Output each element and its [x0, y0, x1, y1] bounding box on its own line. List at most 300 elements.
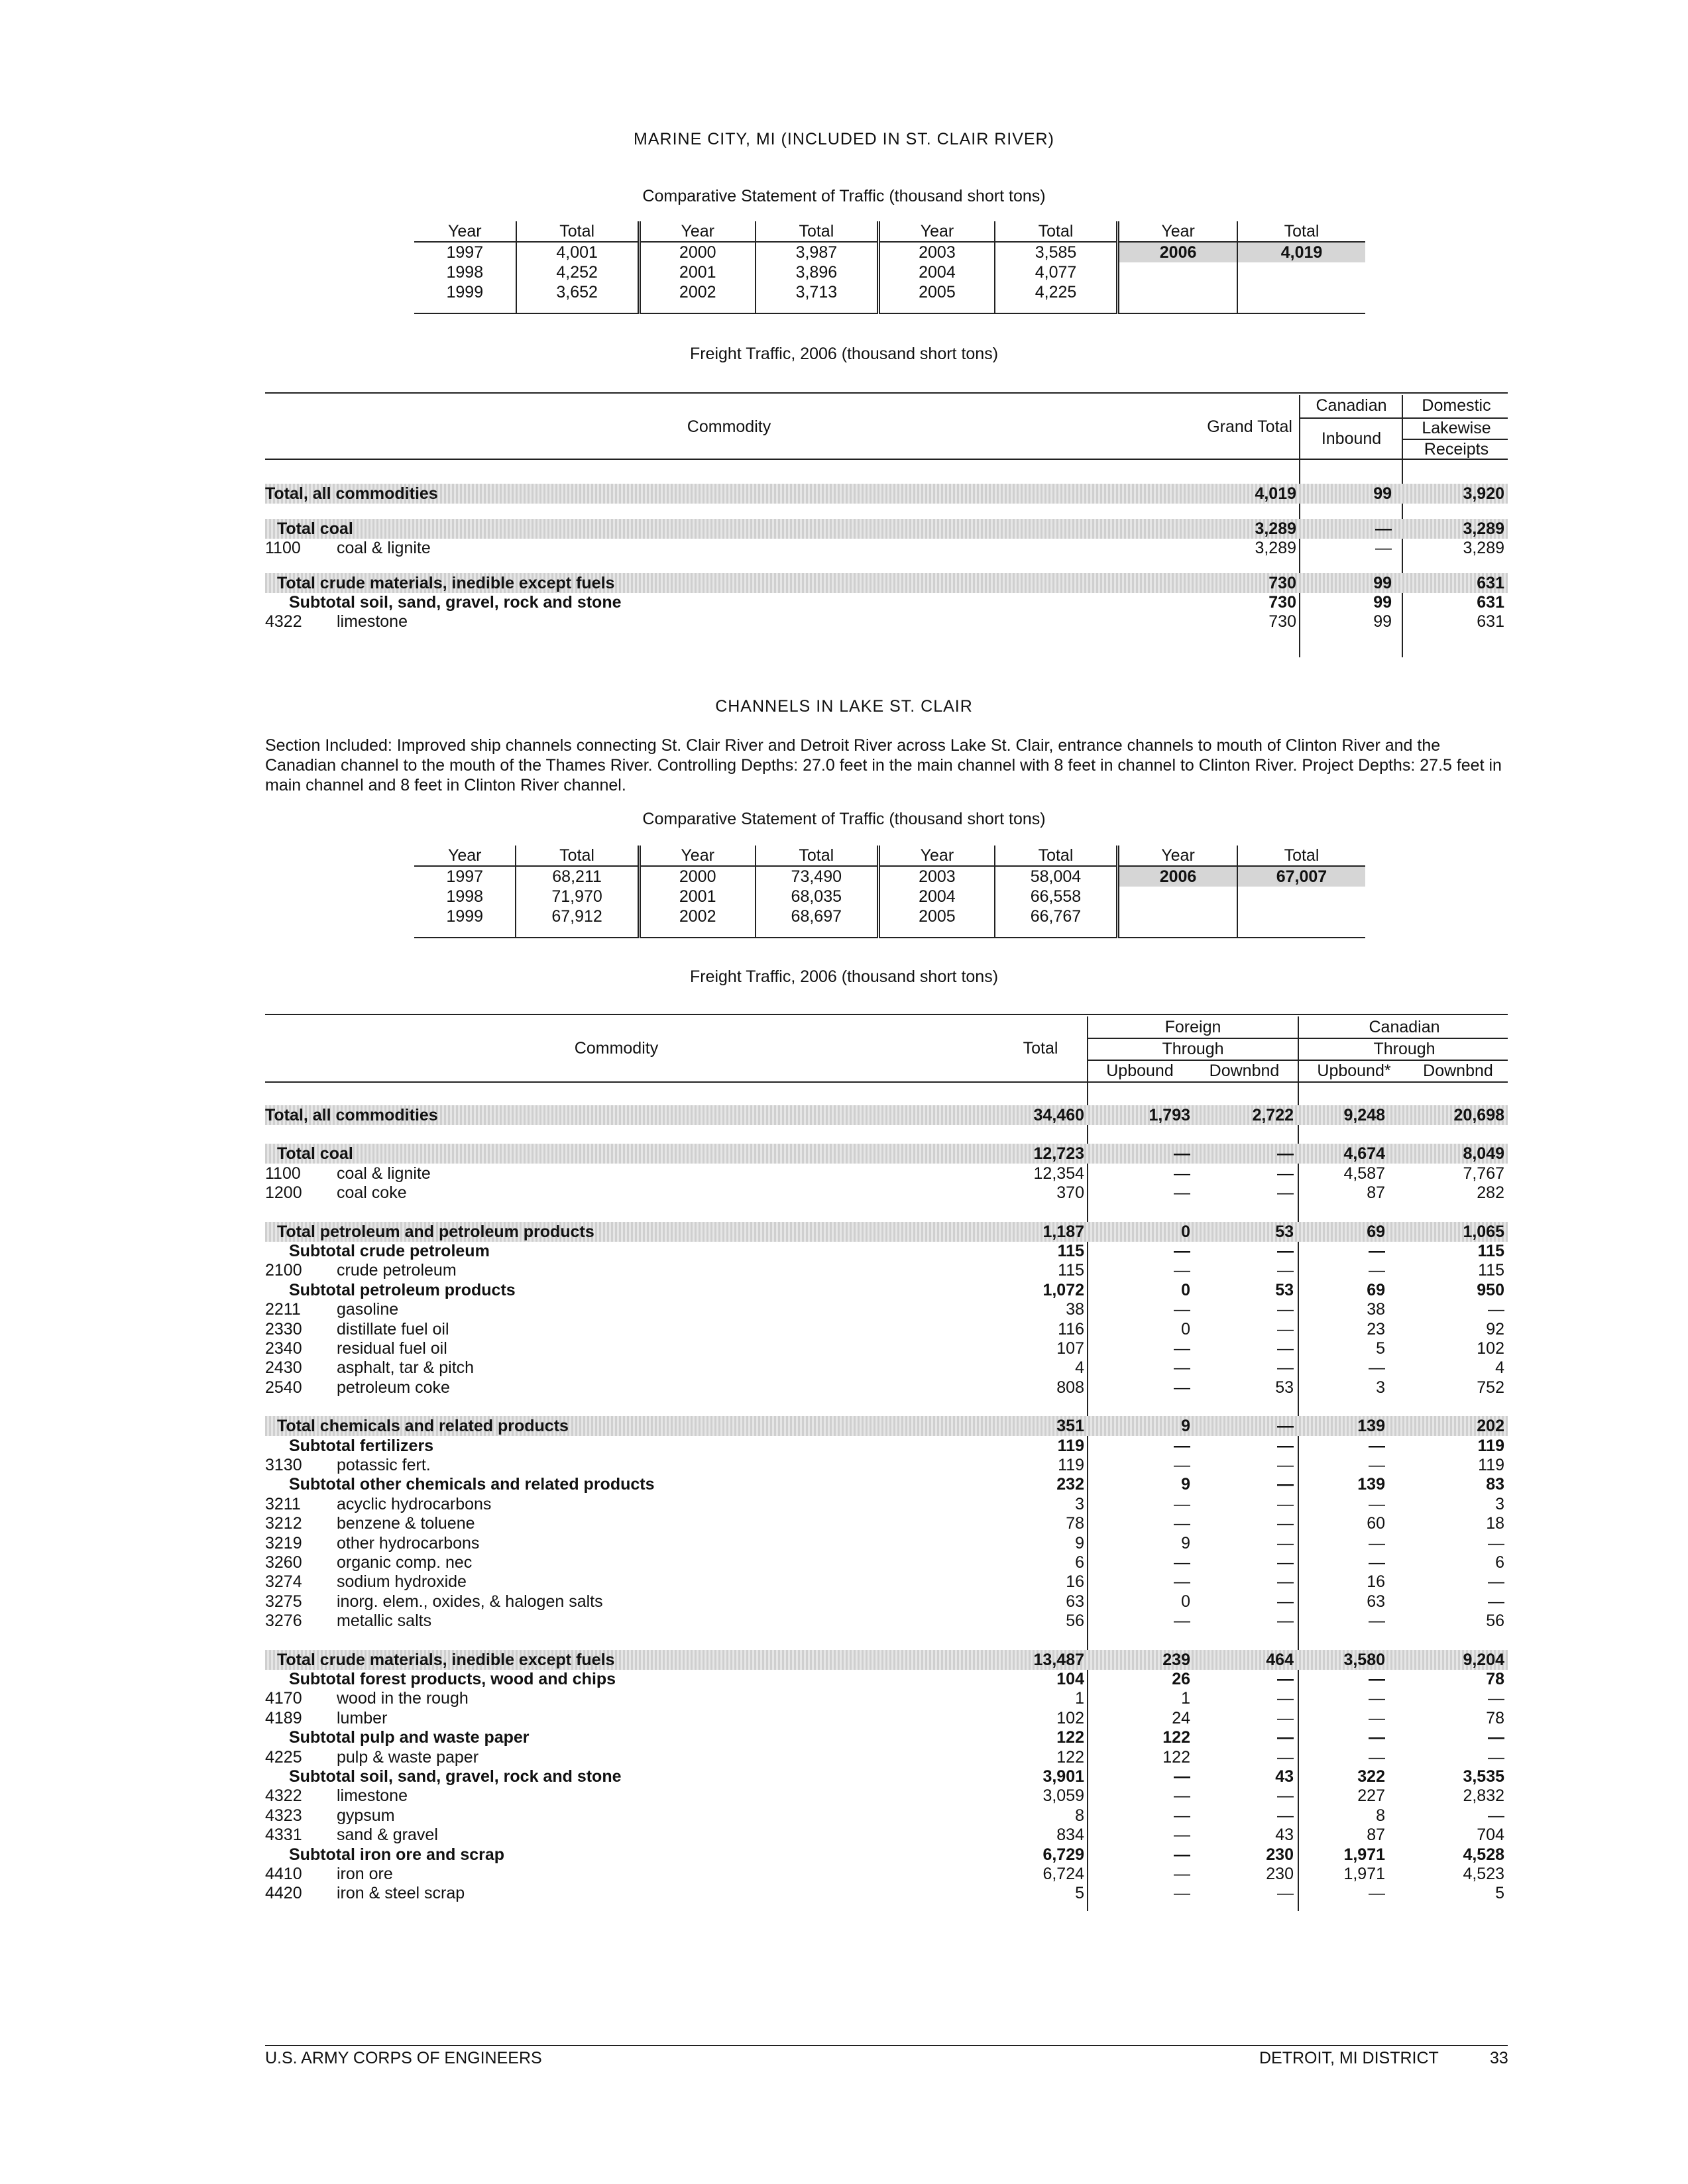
table-row — [265, 1338, 1508, 1358]
table-row — [265, 1883, 1508, 1903]
value-cell: — — [1488, 1533, 1504, 1553]
table-row — [265, 1708, 1508, 1728]
commodity-name: wood in the rough — [337, 1689, 469, 1708]
table-row — [265, 1747, 1508, 1767]
value-cell: 38 — [1367, 1300, 1385, 1319]
comp-cell: 4,225 — [995, 282, 1118, 302]
comp-cell — [1118, 262, 1238, 282]
section1-comparative-table — [414, 221, 1365, 314]
commodity-code: 1200 — [265, 1183, 302, 1203]
value-cell: 4,528 — [1463, 1845, 1504, 1864]
value-cell: — — [1488, 1572, 1504, 1592]
comp-header: Year — [639, 846, 755, 866]
section1-title: MARINE CITY, MI (INCLUDED IN ST. CLAIR RIVER) — [634, 130, 1054, 148]
value-cell: 730 — [1268, 612, 1296, 631]
s2-header-bottom-rule — [265, 1081, 1508, 1083]
value-cell: 119 — [1057, 1436, 1084, 1455]
value-cell: 87 — [1367, 1826, 1385, 1845]
commodity-code: 2330 — [265, 1319, 302, 1338]
s1-receipts-header: Receipts — [1424, 440, 1489, 459]
s2-canadian-through-header: Through — [1373, 1040, 1435, 1058]
comp-cell: 2006 — [1118, 242, 1238, 262]
value-cell: 1 — [1075, 1689, 1084, 1708]
value-cell: — — [1174, 1806, 1190, 1825]
value-cell: 6,724 — [1042, 1865, 1084, 1883]
commodity-name: Subtotal forest products, wood and chips — [289, 1670, 616, 1688]
comp-cell: 68,697 — [756, 906, 879, 926]
commodity-name: Subtotal crude petroleum — [289, 1242, 490, 1260]
table-row — [265, 1650, 1508, 1670]
value-cell: 1,065 — [1463, 1222, 1504, 1241]
value-cell: — — [1174, 1826, 1190, 1845]
s1-canadian-rule — [1300, 417, 1402, 419]
value-cell: — — [1174, 1514, 1190, 1533]
value-cell: — — [1277, 1592, 1294, 1611]
commodity-code: 2100 — [265, 1261, 302, 1280]
value-cell: 78 — [1486, 1670, 1504, 1688]
value-cell: 230 — [1266, 1865, 1294, 1883]
comp-cell: 2003 — [878, 866, 994, 887]
value-cell: 1,187 — [1042, 1222, 1084, 1241]
comp-cell: 2003 — [878, 242, 995, 262]
s2-total-header: Total — [1023, 1039, 1058, 1058]
commodity-name: Subtotal pulp and waste paper — [289, 1728, 530, 1747]
commodity-name: pulp & waste paper — [337, 1747, 479, 1767]
s2-foreign-rule — [1088, 1038, 1298, 1039]
value-cell: — — [1277, 1689, 1294, 1708]
value-cell: 119 — [1058, 1456, 1084, 1474]
value-cell: 20,698 — [1453, 1106, 1504, 1124]
commodity-name: crude petroleum — [337, 1261, 457, 1280]
table-row — [265, 1260, 1508, 1280]
table-row — [265, 1436, 1508, 1456]
value-cell: — — [1369, 1242, 1385, 1260]
value-cell: 3 — [1075, 1494, 1084, 1513]
table-row — [265, 1806, 1508, 1826]
value-cell: — — [1174, 1358, 1190, 1378]
value-cell: — — [1277, 1319, 1294, 1338]
comp-header: Total — [516, 221, 640, 242]
comp-cell — [1237, 887, 1365, 906]
value-cell: 0 — [1181, 1592, 1190, 1611]
value-cell: 5 — [1495, 1884, 1504, 1903]
table-row — [265, 1688, 1508, 1708]
value-cell: 3,289 — [1463, 519, 1504, 538]
value-cell: 9 — [1181, 1417, 1190, 1436]
value-cell: 139 — [1357, 1417, 1385, 1436]
comp-header: Year — [414, 846, 516, 866]
value-cell: 6 — [1495, 1553, 1504, 1572]
commodity-name: potassic fert. — [337, 1456, 431, 1474]
table-row — [265, 1358, 1508, 1378]
value-cell: 102 — [1477, 1339, 1504, 1358]
value-cell: 8,049 — [1463, 1144, 1504, 1164]
table-row — [265, 1513, 1508, 1533]
value-cell: — — [1375, 519, 1392, 538]
value-cell: — — [1369, 1553, 1385, 1572]
value-cell: 5 — [1075, 1884, 1084, 1903]
section2-comp-caption: Comparative Statement of Traffic (thousand short tons) — [642, 810, 1046, 828]
comp-header: Total — [756, 846, 879, 866]
commodity-code: 3211 — [265, 1494, 301, 1513]
value-cell: 16 — [1066, 1572, 1084, 1592]
commodity-name: asphalt, tar & pitch — [337, 1358, 475, 1378]
value-cell: 227 — [1357, 1786, 1385, 1806]
comp-cell: 4,252 — [516, 262, 640, 282]
table-row — [265, 1319, 1508, 1339]
value-cell: 60 — [1367, 1514, 1385, 1533]
table-row — [265, 1533, 1508, 1553]
value-cell: 92 — [1486, 1319, 1504, 1338]
comp-cell: 3,585 — [995, 242, 1118, 262]
commodity-name: lumber — [337, 1708, 388, 1727]
value-cell: — — [1369, 1494, 1385, 1513]
value-cell: 3 — [1376, 1378, 1385, 1397]
table-row — [265, 1494, 1508, 1514]
value-cell: — — [1369, 1611, 1385, 1631]
comp-cell: 66,558 — [995, 887, 1118, 906]
value-cell: 43 — [1275, 1826, 1294, 1845]
table-row — [265, 519, 1508, 539]
footer-right: DETROIT, MI DISTRICT — [1259, 2049, 1439, 2067]
commodity-name: Subtotal soil, sand, gravel, rock and stone — [289, 1767, 622, 1786]
value-cell: 239 — [1162, 1650, 1190, 1669]
value-cell: 752 — [1477, 1378, 1504, 1397]
commodity-name: petroleum coke — [337, 1378, 450, 1397]
value-cell: 69 — [1367, 1280, 1385, 1299]
value-cell: 63 — [1367, 1592, 1385, 1611]
commodity-name: sand & gravel — [337, 1826, 438, 1845]
commodity-name: distillate fuel oil — [337, 1319, 449, 1338]
section1-freight-caption: Freight Traffic, 2006 (thousand short tons) — [689, 345, 999, 363]
value-cell: 4 — [1075, 1358, 1084, 1378]
comp-cell: 2005 — [878, 906, 994, 926]
value-cell: 16 — [1367, 1572, 1385, 1592]
value-cell: — — [1277, 1417, 1294, 1436]
table-row — [265, 1845, 1508, 1865]
value-cell: — — [1369, 1884, 1385, 1903]
commodity-code: 3276 — [265, 1611, 302, 1631]
value-cell: — — [1277, 1144, 1294, 1164]
comp-header: Total — [1237, 221, 1365, 242]
section2-freight-caption: Freight Traffic, 2006 (thousand short tons) — [689, 967, 999, 986]
comp-header: Year — [878, 221, 995, 242]
table-row — [265, 1727, 1508, 1747]
value-cell: 4,587 — [1343, 1164, 1385, 1183]
value-cell: — — [1174, 1300, 1190, 1319]
value-cell: 1,072 — [1042, 1280, 1084, 1299]
value-cell: — — [1277, 1728, 1294, 1747]
commodity-name: iron ore — [337, 1865, 393, 1883]
comp-cell: 1999 — [446, 282, 484, 301]
value-cell: 102 — [1056, 1708, 1084, 1727]
table-row — [265, 1767, 1508, 1786]
value-cell: 322 — [1357, 1767, 1385, 1786]
value-cell: — — [1174, 1378, 1190, 1397]
s2-upbound-header: Upbound — [1106, 1062, 1174, 1080]
comp-cell: 2000 — [639, 866, 755, 887]
value-cell: — — [1369, 1747, 1385, 1767]
s1-domestic-header: Domestic — [1422, 396, 1491, 415]
value-cell: 43 — [1275, 1767, 1294, 1786]
value-cell: 122 — [1056, 1747, 1084, 1767]
comp-header: Total — [995, 221, 1118, 242]
value-cell: — — [1277, 1806, 1294, 1825]
commodity-code: 4410 — [265, 1865, 302, 1883]
value-cell: 3 — [1495, 1494, 1504, 1513]
value-cell: 63 — [1066, 1592, 1084, 1611]
value-cell: 3,580 — [1343, 1650, 1385, 1669]
value-cell: 18 — [1486, 1514, 1504, 1533]
s2-canadian-rule — [1299, 1038, 1508, 1039]
commodity-name: gypsum — [337, 1806, 395, 1825]
table-row — [265, 1183, 1508, 1203]
value-cell: 1 — [1181, 1689, 1190, 1708]
table-row — [265, 1669, 1508, 1689]
value-cell: — — [1369, 1728, 1385, 1747]
comp-cell: 2001 — [639, 887, 755, 906]
value-cell: 78 — [1486, 1708, 1504, 1727]
value-cell: — — [1174, 1767, 1190, 1786]
s2-foreign-through-header: Through — [1162, 1040, 1224, 1058]
value-cell: 4,523 — [1463, 1865, 1504, 1883]
table-row — [265, 1164, 1508, 1183]
value-cell: 99 — [1373, 612, 1392, 631]
value-cell: 26 — [1172, 1670, 1190, 1688]
table-row — [265, 1241, 1508, 1261]
footer-left: U.S. ARMY CORPS OF ENGINEERS — [265, 2049, 542, 2067]
value-cell: 704 — [1477, 1826, 1504, 1845]
comp-header: Year — [878, 846, 994, 866]
value-cell: 23 — [1367, 1319, 1385, 1338]
value-cell: — — [1174, 1494, 1190, 1513]
value-cell: 99 — [1373, 574, 1392, 592]
commodity-code: 2211 — [265, 1300, 301, 1319]
value-cell: — — [1174, 1436, 1190, 1455]
table-row — [265, 1864, 1508, 1884]
value-cell: 9 — [1181, 1475, 1190, 1494]
value-cell: — — [1174, 1456, 1190, 1474]
comp-cell: 2004 — [878, 262, 995, 282]
value-cell: 282 — [1477, 1183, 1504, 1203]
commodity-name: iron & steel scrap — [337, 1884, 465, 1903]
value-cell: 4 — [1495, 1358, 1504, 1378]
value-cell: 4,674 — [1343, 1144, 1385, 1164]
value-cell: 6,729 — [1042, 1845, 1084, 1864]
commodity-code: 4420 — [265, 1884, 302, 1903]
value-cell: 53 — [1275, 1378, 1294, 1397]
table-row — [265, 538, 1508, 558]
comp-cell — [1237, 906, 1365, 926]
comp-cell: 4,077 — [995, 262, 1118, 282]
table-row — [265, 1553, 1508, 1572]
value-cell: 119 — [1478, 1456, 1504, 1474]
commodity-code: 3275 — [265, 1592, 302, 1611]
value-cell: 56 — [1486, 1611, 1504, 1631]
commodity-name: coal & lignite — [337, 539, 431, 557]
section2-description: Section Included: Improved ship channels connecting St. Clair River and Detroit River across Lake St. Clair, entrance channels to mouth of Clinton River and the Canadian channel to the mouth of the Thames River. Controlling Depths: 27.0 feet in the main channel with 8 feet in channel to Clinton River. Project Depths: 27.5 feet in main channel and 8 feet in Clinton River channel. — [265, 736, 1502, 794]
commodity-code: 4225 — [265, 1747, 302, 1767]
table-row — [265, 1474, 1508, 1494]
commodity-code: 4323 — [265, 1806, 302, 1825]
value-cell: 464 — [1266, 1650, 1294, 1669]
value-cell: 3,901 — [1042, 1767, 1084, 1786]
table-row — [265, 1222, 1508, 1242]
comp-header: Year — [1118, 846, 1237, 866]
comp-cell: 2000 — [639, 242, 756, 262]
value-cell: 34,460 — [1033, 1106, 1084, 1124]
value-cell: — — [1174, 1786, 1190, 1806]
value-cell: 808 — [1056, 1378, 1084, 1397]
value-cell: 122 — [1162, 1728, 1190, 1747]
comp-cell: 2001 — [639, 262, 756, 282]
value-cell: — — [1277, 1300, 1294, 1319]
comp-cell — [1118, 906, 1237, 926]
s2-canadian-header: Canadian — [1369, 1018, 1440, 1036]
commodity-name: Subtotal petroleum products — [289, 1280, 516, 1299]
table-row — [265, 1299, 1508, 1319]
value-cell: 834 — [1056, 1826, 1084, 1845]
value-cell: 139 — [1357, 1475, 1385, 1494]
table-row — [265, 1455, 1508, 1475]
comp-header: Total — [756, 221, 879, 242]
value-cell: — — [1488, 1728, 1504, 1747]
value-cell: 3,289 — [1463, 539, 1504, 557]
s1-canadian-header: Canadian — [1316, 396, 1387, 415]
comp-cell — [1118, 887, 1237, 906]
commodity-name: Subtotal other chemicals and related products — [289, 1475, 655, 1494]
comp-cell: 1997 — [446, 243, 484, 262]
comp-cell: 71,970 — [516, 887, 639, 906]
value-cell: — — [1488, 1806, 1504, 1825]
value-cell: — — [1369, 1456, 1385, 1474]
table-row — [265, 1786, 1508, 1806]
value-cell: 232 — [1056, 1475, 1084, 1494]
value-cell: 730 — [1268, 593, 1296, 612]
section2-comparative-table — [414, 846, 1365, 938]
comp-header: Total — [516, 846, 639, 866]
table-row — [265, 1611, 1508, 1631]
value-cell: — — [1277, 1494, 1294, 1513]
value-cell: — — [1488, 1689, 1504, 1708]
footer-rule — [265, 2045, 1508, 2046]
value-cell: 53 — [1275, 1280, 1294, 1299]
s1-lakewise-header: Lakewise — [1422, 419, 1491, 437]
value-cell: — — [1277, 1358, 1294, 1378]
comp-cell — [1237, 262, 1365, 282]
commodity-name: Subtotal fertilizers — [289, 1436, 434, 1455]
value-cell: 24 — [1172, 1708, 1190, 1727]
comp-cell: 4,019 — [1237, 242, 1365, 262]
commodity-name: Total coal — [277, 1144, 353, 1164]
comp-cell: 1998 — [446, 887, 484, 906]
value-cell: 116 — [1058, 1319, 1084, 1338]
commodity-name: Total, all commodities — [265, 484, 438, 503]
value-cell: 2,832 — [1463, 1786, 1504, 1806]
value-cell: 1,971 — [1343, 1845, 1385, 1864]
commodity-code: 2540 — [265, 1378, 302, 1397]
table-row — [265, 1572, 1508, 1592]
value-cell: — — [1174, 1261, 1190, 1280]
value-cell: 99 — [1373, 593, 1392, 612]
comp-cell: 3,987 — [756, 242, 879, 262]
table-row — [265, 1825, 1508, 1845]
comp-cell: 4,001 — [516, 242, 640, 262]
value-cell: 3,289 — [1255, 539, 1296, 557]
commodity-code: 3212 — [265, 1514, 302, 1533]
section2-title: CHANNELS IN LAKE ST. CLAIR — [715, 697, 973, 716]
section1-comp-caption: Comparative Statement of Traffic (thousand short tons) — [642, 187, 1046, 205]
commodity-code: 1100 — [265, 539, 301, 557]
value-cell: 0 — [1181, 1222, 1190, 1241]
value-cell: 9,204 — [1463, 1650, 1504, 1669]
value-cell: 4,019 — [1255, 484, 1296, 503]
value-cell: — — [1277, 1339, 1294, 1358]
value-cell: — — [1174, 1572, 1190, 1592]
commodity-code: 4189 — [265, 1708, 302, 1727]
commodity-name: Total, all commodities — [265, 1106, 438, 1124]
value-cell: — — [1488, 1592, 1504, 1611]
s1-commodity-header: Commodity — [687, 417, 771, 436]
value-cell: — — [1277, 1242, 1294, 1260]
value-cell: — — [1369, 1533, 1385, 1553]
value-cell: 8 — [1075, 1806, 1084, 1825]
commodity-name: benzene & toluene — [337, 1514, 475, 1533]
value-cell: — — [1277, 1261, 1294, 1280]
value-cell: 950 — [1477, 1280, 1504, 1299]
commodity-name: sodium hydroxide — [337, 1572, 467, 1592]
s2-foreign-through-rule — [1088, 1060, 1298, 1061]
commodity-code: 3260 — [265, 1553, 302, 1572]
value-cell: — — [1277, 1475, 1294, 1494]
commodity-name: inorg. elem., oxides, & halogen salts — [337, 1592, 603, 1611]
commodity-code: 2340 — [265, 1339, 302, 1358]
commodity-name: organic comp. nec — [337, 1553, 473, 1572]
value-cell: — — [1277, 1884, 1294, 1903]
value-cell: 87 — [1367, 1183, 1385, 1203]
value-cell: — — [1488, 1747, 1504, 1767]
value-cell: — — [1277, 1183, 1294, 1203]
comp-cell: 68,211 — [516, 866, 639, 887]
value-cell: — — [1174, 1339, 1190, 1358]
commodity-name: coal & lignite — [337, 1164, 431, 1183]
value-cell: 12,723 — [1033, 1144, 1084, 1164]
comp-header: Year — [1118, 221, 1238, 242]
value-cell: — — [1277, 1747, 1294, 1767]
commodity-name: limestone — [337, 612, 408, 631]
value-cell: 1,971 — [1343, 1865, 1385, 1883]
value-cell: 0 — [1181, 1319, 1190, 1338]
value-cell: 115 — [1478, 1261, 1504, 1280]
s2-commodity-header: Commodity — [574, 1039, 659, 1058]
value-cell: 5 — [1376, 1339, 1385, 1358]
value-cell: — — [1277, 1572, 1294, 1592]
s2-downbnd2-header: Downbnd — [1423, 1062, 1493, 1080]
comp-cell: 2004 — [878, 887, 994, 906]
value-cell: — — [1369, 1670, 1385, 1688]
table-row — [265, 1105, 1508, 1125]
commodity-name: Total chemicals and related products — [277, 1417, 569, 1436]
comp-cell: 2005 — [878, 282, 995, 302]
value-cell: 6 — [1075, 1553, 1084, 1572]
table-row — [265, 1144, 1508, 1164]
comp-header: Total — [995, 846, 1118, 866]
value-cell: 202 — [1477, 1417, 1504, 1436]
comp-cell: 2002 — [639, 906, 755, 926]
s1-header-top-rule — [265, 392, 1508, 394]
comp-cell: 1998 — [446, 262, 484, 282]
commodity-name: Total crude materials, inedible except fuels — [277, 1650, 615, 1669]
